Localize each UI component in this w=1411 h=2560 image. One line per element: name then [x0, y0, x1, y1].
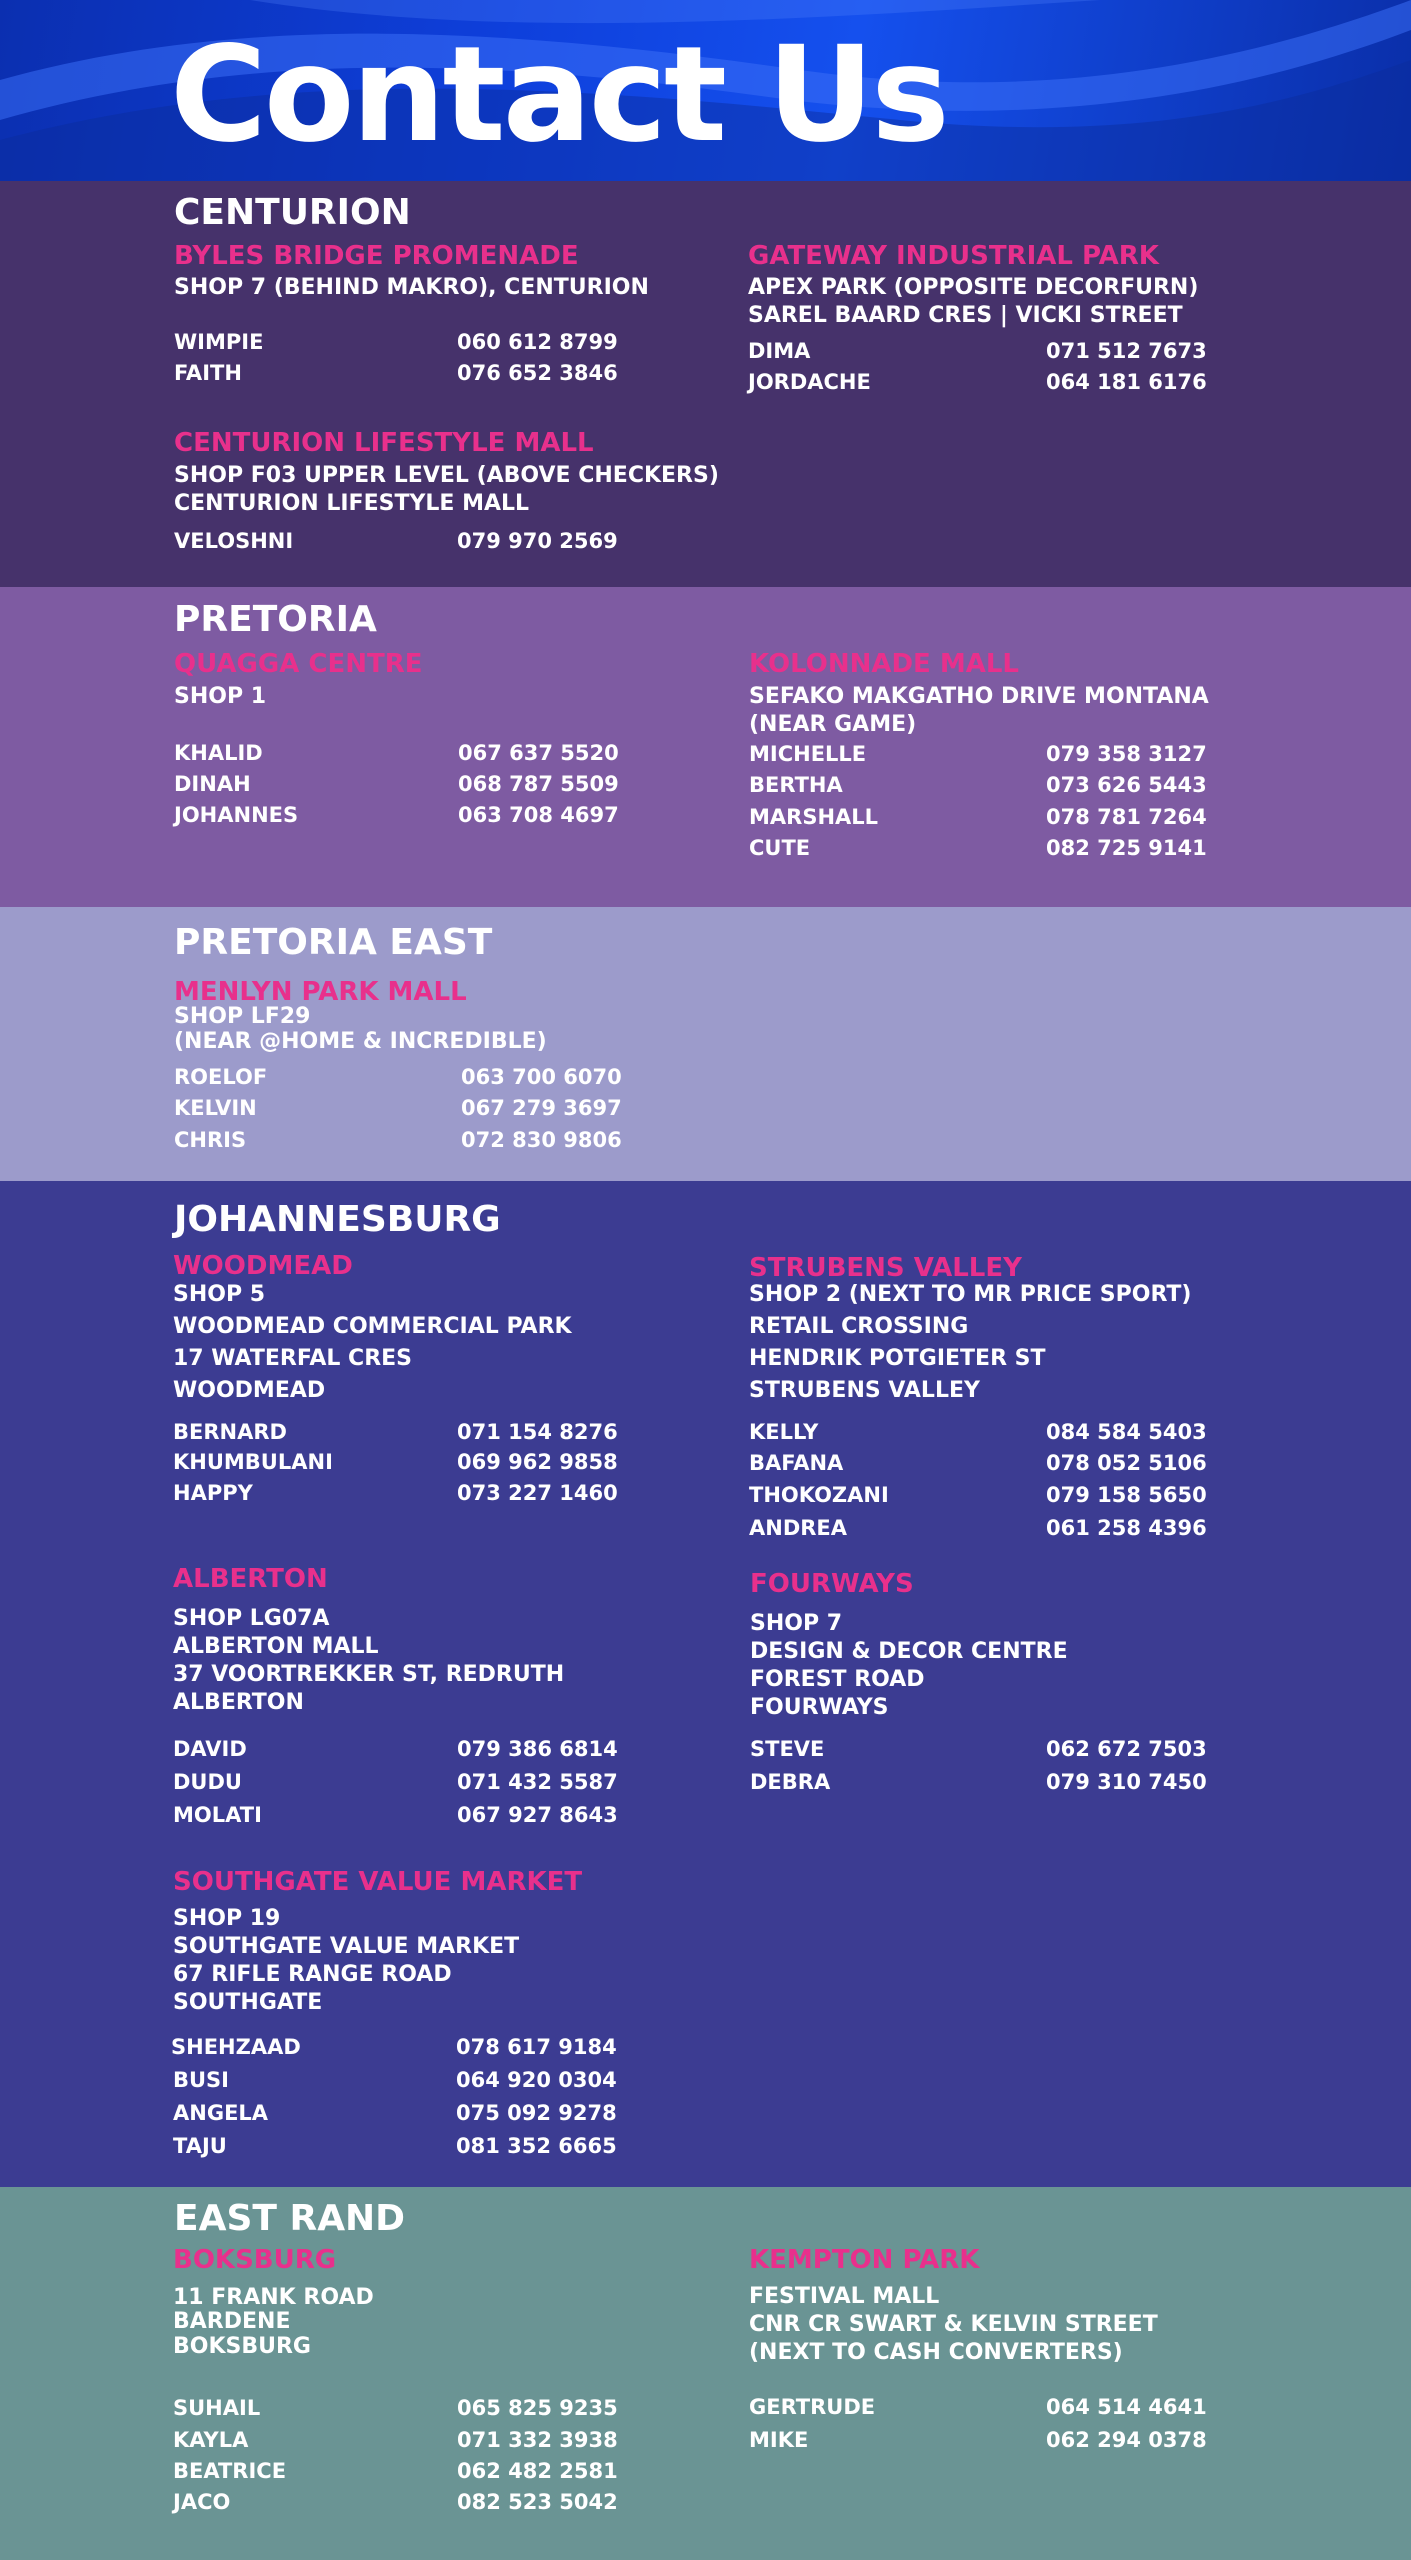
store-woodmead	[173, 1251, 753, 1511]
store-address-line: SHOP LG07A	[173, 1606, 330, 1631]
contact-name: MOLATI	[173, 1803, 262, 1827]
contact-name: CHRIS	[174, 1128, 247, 1152]
store-address-line: WOODMEAD	[173, 1378, 326, 1403]
store-address-line: SHOP LF29	[174, 1004, 311, 1029]
region-centurion	[0, 181, 1411, 587]
contact-name: KAYLA	[173, 2428, 249, 2452]
store-address-line: STRUBENS VALLEY	[749, 1378, 980, 1403]
contact-name: ANDREA	[749, 1516, 848, 1540]
store-address-line: BOKSBURG	[173, 2334, 311, 2359]
contact-phone[interactable]: 079 358 3127	[1046, 742, 1207, 766]
store-address-line: SHOP F03 UPPER LEVEL (ABOVE CHECKERS)	[174, 463, 719, 488]
contact-name: FAITH	[174, 361, 242, 385]
store-address-line: SHOP 7	[750, 1611, 843, 1636]
store-boksburg	[173, 2245, 753, 2545]
store-address-line: (NEAR @HOME & INCREDIBLE)	[174, 1029, 547, 1054]
contact-name: BAFANA	[749, 1451, 844, 1475]
contact-name: DUDU	[173, 1770, 242, 1794]
contact-name: DIMA	[748, 339, 811, 363]
contact-name: DINAH	[174, 772, 251, 796]
store-address-line: 11 FRANK ROAD	[173, 2285, 374, 2310]
contact-phone[interactable]: 064 920 0304	[456, 2068, 617, 2092]
contact-phone[interactable]: 072 830 9806	[461, 1128, 622, 1152]
contact-phone[interactable]: 078 617 9184	[456, 2035, 617, 2059]
store-name: KOLONNADE MALL	[749, 649, 1019, 679]
store-name: SOUTHGATE VALUE MARKET	[173, 1867, 583, 1897]
contact-name: WIMPIE	[174, 330, 264, 354]
contact-phone[interactable]: 064 514 4641	[1046, 2395, 1207, 2419]
store-name: CENTURION LIFESTYLE MALL	[174, 428, 594, 458]
store-address-line: SOUTHGATE	[173, 1990, 323, 2015]
store-address-line: 67 RIFLE RANGE ROAD	[173, 1962, 452, 1987]
contact-name: JACO	[173, 2490, 231, 2514]
store-address-line: DESIGN & DECOR CENTRE	[750, 1639, 1068, 1664]
store-byles-bridge-promenade	[174, 241, 734, 385]
store-address-line: SAREL BAARD CRES | VICKI STREET	[748, 303, 1183, 328]
region-pretoria-east	[0, 907, 1411, 1181]
store-centurion-lifestyle-mall	[174, 428, 794, 578]
contact-phone[interactable]: 062 294 0378	[1046, 2428, 1207, 2452]
store-address-line: BARDENE	[173, 2309, 291, 2334]
contact-phone[interactable]: 081 352 6665	[456, 2134, 617, 2158]
contact-phone[interactable]: 079 386 6814	[457, 1737, 618, 1761]
store-gateway-industrial-park	[748, 241, 1348, 401]
contact-phone[interactable]: 067 279 3697	[461, 1096, 622, 1120]
store-address-line: ALBERTON MALL	[173, 1634, 379, 1659]
contact-phone[interactable]: 067 637 5520	[458, 741, 619, 765]
store-name: STRUBENS VALLEY	[749, 1253, 1022, 1283]
store-address-line: FOURWAYS	[750, 1695, 889, 1720]
contact-phone[interactable]: 071 332 3938	[457, 2428, 618, 2452]
region-title: PRETORIA	[174, 599, 377, 640]
store-address-line: FESTIVAL MALL	[749, 2284, 940, 2309]
region-johannesburg	[0, 1181, 1411, 2187]
contact-phone[interactable]: 065 825 9235	[457, 2396, 618, 2420]
store-address-line: (NEXT TO CASH CONVERTERS)	[749, 2340, 1123, 2365]
store-address-line: (NEAR GAME)	[749, 712, 917, 737]
contact-phone[interactable]: 062 672 7503	[1046, 1737, 1207, 1761]
contact-phone[interactable]: 078 781 7264	[1046, 805, 1207, 829]
store-name: BOKSBURG	[173, 2245, 337, 2275]
contact-name: DEBRA	[750, 1770, 831, 1794]
contact-name: BERNARD	[173, 1420, 287, 1444]
store-address-line: SEFAKO MAKGATHO DRIVE MONTANA	[749, 684, 1209, 709]
contact-phone[interactable]: 071 512 7673	[1046, 339, 1207, 363]
page-header	[0, 0, 1411, 181]
store-address-line: ALBERTON	[173, 1690, 304, 1715]
contact-name: KELLY	[749, 1420, 819, 1444]
contact-name: MICHELLE	[749, 742, 867, 766]
store-name: BYLES BRIDGE PROMENADE	[174, 241, 579, 271]
store-southgate-value-market	[171, 1867, 771, 2177]
store-address-line: SHOP 1	[174, 684, 267, 709]
contact-name: KHUMBULANI	[173, 1450, 333, 1474]
contact-phone[interactable]: 067 927 8643	[457, 1803, 618, 1827]
contact-phone[interactable]: 084 584 5403	[1046, 1420, 1207, 1444]
store-kolonnade-mall	[749, 649, 1349, 889]
contact-name: DAVID	[173, 1737, 247, 1761]
contact-name: MIKE	[749, 2428, 809, 2452]
store-address-line: FOREST ROAD	[750, 1667, 925, 1692]
store-name: GATEWAY INDUSTRIAL PARK	[748, 241, 1159, 271]
store-name: FOURWAYS	[750, 1569, 914, 1599]
contact-phone[interactable]: 079 310 7450	[1046, 1770, 1207, 1794]
region-title: EAST RAND	[174, 2198, 406, 2239]
store-address-line: CNR CR SWART & KELVIN STREET	[749, 2312, 1158, 2337]
contact-name: KELVIN	[174, 1096, 257, 1120]
contact-phone[interactable]: 079 158 5650	[1046, 1483, 1207, 1507]
store-name: KEMPTON PARK	[749, 2245, 980, 2275]
contact-name: TAJU	[173, 2134, 227, 2158]
contact-phone[interactable]: 071 432 5587	[457, 1770, 618, 1794]
region-title: CENTURION	[174, 192, 411, 233]
store-name: QUAGGA CENTRE	[174, 649, 423, 679]
contact-name: STEVE	[750, 1737, 825, 1761]
store-address-line: HENDRIK POTGIETER ST	[749, 1346, 1046, 1371]
contact-phone[interactable]: 073 626 5443	[1046, 773, 1207, 797]
store-address-line: 37 VOORTREKKER ST, REDRUTH	[173, 1662, 565, 1687]
store-address-line: WOODMEAD COMMERCIAL PARK	[173, 1314, 572, 1339]
contact-phone[interactable]: 064 181 6176	[1046, 370, 1207, 394]
contact-name: JOHANNES	[174, 803, 299, 827]
contact-name: GERTRUDE	[749, 2395, 876, 2419]
contact-phone[interactable]: 082 523 5042	[457, 2490, 618, 2514]
store-address-line: RETAIL CROSSING	[749, 1314, 969, 1339]
store-address-line: SHOP 5	[173, 1282, 266, 1307]
store-alberton	[173, 1564, 753, 1844]
store-name: ALBERTON	[173, 1564, 328, 1594]
store-kempton-park	[749, 2245, 1349, 2465]
store-address-line: SHOP 2 (NEXT TO MR PRICE SPORT)	[749, 1282, 1192, 1307]
store-address-line: SHOP 7 (BEHIND MAKRO), CENTURION	[174, 275, 649, 300]
region-pretoria	[0, 587, 1411, 907]
store-address-line: CENTURION LIFESTYLE MALL	[174, 491, 530, 516]
region-title: PRETORIA EAST	[174, 922, 493, 963]
contact-name: SHEHZAAD	[171, 2035, 301, 2059]
contact-phone[interactable]: 075 092 9278	[456, 2101, 617, 2125]
contact-name: JORDACHE	[748, 370, 871, 394]
contact-phone[interactable]: 073 227 1460	[457, 1481, 618, 1505]
contact-name: BEATRICE	[173, 2459, 287, 2483]
contact-phone[interactable]: 078 052 5106	[1046, 1451, 1207, 1475]
contact-name: THOKOZANI	[749, 1483, 889, 1507]
contact-name: MARSHALL	[749, 805, 879, 829]
contact-phone[interactable]: 060 612 8799	[457, 330, 618, 354]
contact-name: VELOSHNI	[174, 529, 294, 553]
page-title: Contact Us	[170, 18, 947, 172]
region-title: JOHANNESBURG	[174, 1199, 501, 1240]
contact-name: HAPPY	[173, 1481, 253, 1505]
store-quagga-centre	[174, 649, 734, 849]
contact-phone[interactable]: 082 725 9141	[1046, 836, 1207, 860]
store-name: WOODMEAD	[173, 1251, 353, 1281]
contact-phone[interactable]: 069 962 9858	[457, 1450, 618, 1474]
contact-name: BERTHA	[749, 773, 843, 797]
contact-phone[interactable]: 076 652 3846	[457, 361, 618, 385]
contact-name: ANGELA	[173, 2101, 269, 2125]
store-address-line: SHOP 19	[173, 1906, 281, 1931]
region-east-rand	[0, 2187, 1411, 2560]
contact-name: ROELOF	[174, 1065, 268, 1089]
contact-name: CUTE	[749, 836, 811, 860]
contact-name: BUSI	[173, 2068, 229, 2092]
contact-phone[interactable]: 061 258 4396	[1046, 1516, 1207, 1540]
contact-phone[interactable]: 063 708 4697	[458, 803, 619, 827]
store-name: MENLYN PARK MALL	[174, 977, 467, 1007]
contact-phone[interactable]: 068 787 5509	[458, 772, 619, 796]
store-fourways	[750, 1569, 1350, 1794]
store-address-line: APEX PARK (OPPOSITE DECORFURN)	[748, 275, 1199, 300]
contact-phone[interactable]: 063 700 6070	[461, 1065, 622, 1089]
store-strubens-valley	[749, 1253, 1349, 1553]
store-address-line: 17 WATERFAL CRES	[173, 1346, 413, 1371]
contact-name: SUHAIL	[173, 2396, 261, 2420]
contact-phone[interactable]: 071 154 8276	[457, 1420, 618, 1444]
contact-phone[interactable]: 062 482 2581	[457, 2459, 618, 2483]
contact-name: KHALID	[174, 741, 263, 765]
contact-phone[interactable]: 079 970 2569	[457, 529, 618, 553]
store-address-line: SOUTHGATE VALUE MARKET	[173, 1934, 520, 1959]
store-menlyn-park-mall	[174, 977, 794, 1177]
